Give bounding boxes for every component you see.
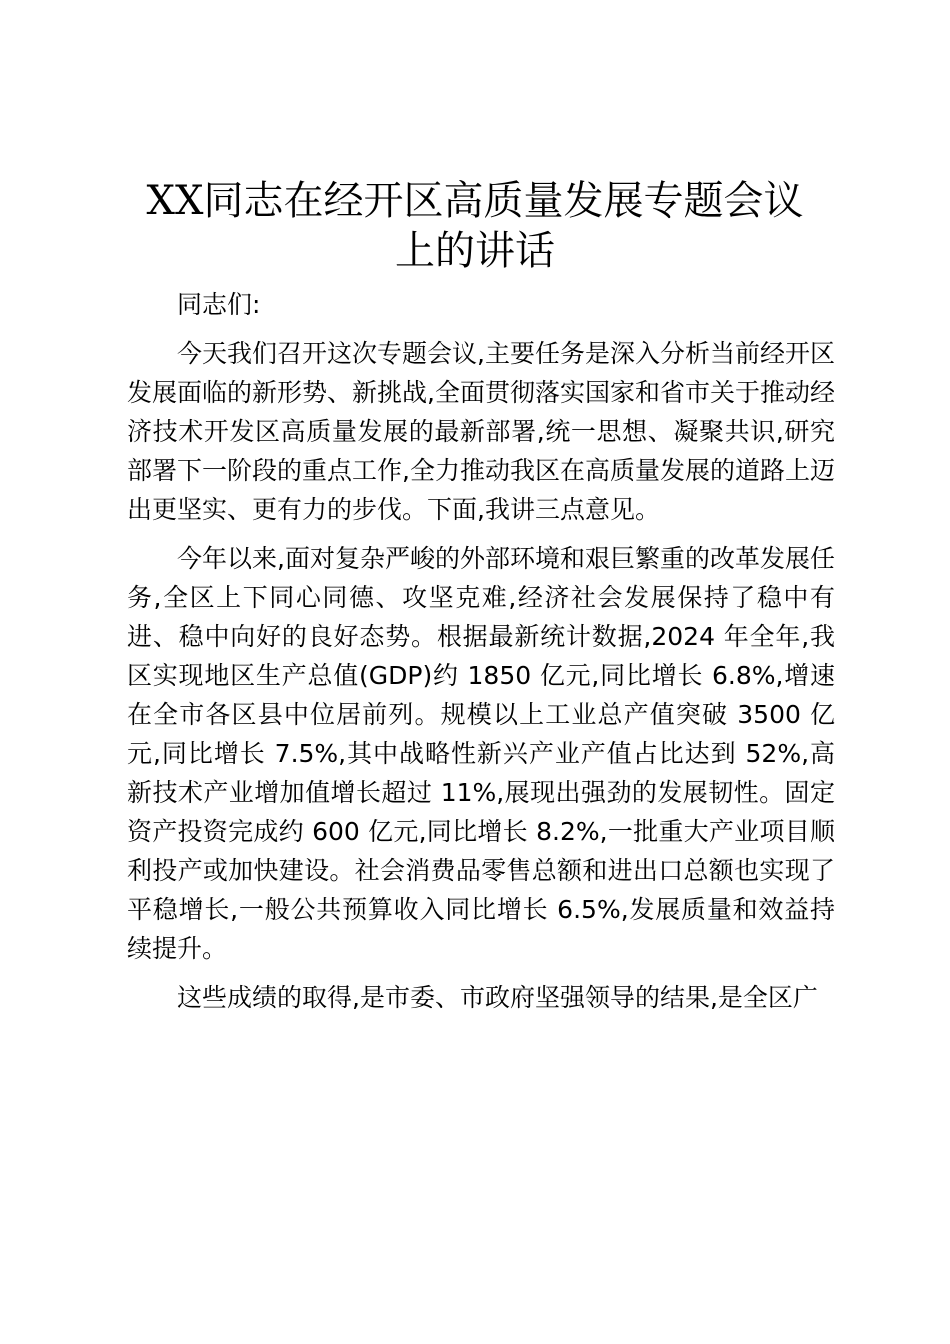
salutation: 同志们: bbox=[177, 290, 261, 319]
title-line-1: XX同志在经开区高质量发展专题会议 bbox=[146, 178, 804, 224]
document-body bbox=[127, 285, 835, 1027]
document-title bbox=[100, 176, 850, 276]
paragraph-acknowledgement: 这些成绩的取得,是市委、市政府坚强领导的结果,是全区广 bbox=[177, 983, 818, 1012]
paragraph-achievements: 今年以来,面对复杂严峻的外部环境和艰巨繁重的改革发展任务,全区上下同心同德、攻坚克难,经济社会发展保持了稳中有进、稳中向好的良好态势。根据最新统计数据,2024 年全年,我区实现地区生产总值(GDP)约 1850 亿元,同比增长 6.8%,增速在全市各区县中位居前列。规模以上工业总产值突破 3500 亿元,同比增长 7.5%,其中战略性新兴产业产值占比达到 52%,高新技术产业增加值增长超过 11%,展现出强劲的发展韧性。固定资产投资完成约 600 亿元,同比增长 8.2%,一批重大产业项目顺利投产或加快建设。社会消费品零售总额和进出口总额也实现了平稳增长,一般公共预算收入同比增长 6.5%,发展质量和效益持续提升。 bbox=[127, 544, 835, 963]
title-line-2: 上的讲话 bbox=[395, 228, 555, 274]
paragraph-intro: 今天我们召开这次专题会议,主要任务是深入分析当前经开区发展面临的新形势、新挑战,全面贯彻落实国家和省市关于推动经济技术开发区高质量发展的最新部署,统一思想、凝聚共识,研究部署下一阶段的重点工作,全力推动我区在高质量发展的道路上迈出更坚实、更有力的步伐。下面,我讲三点意见。 bbox=[127, 339, 835, 524]
